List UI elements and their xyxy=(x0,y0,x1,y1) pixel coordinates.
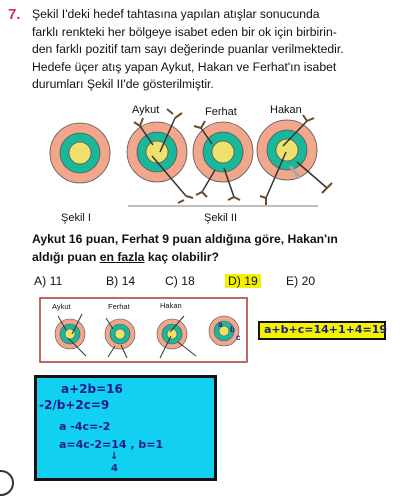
option-b[interactable]: B) 14 xyxy=(106,274,136,288)
answer-equation-box xyxy=(258,321,386,340)
solution-line-1: a+2b=16 xyxy=(61,382,123,396)
solution-line-3: a -4c=-2 xyxy=(59,420,111,433)
question-number: 7. xyxy=(8,6,21,23)
target-hakan xyxy=(257,120,327,198)
target-ferhat xyxy=(193,122,253,197)
answer-equation: a+b+c=14+1+4=19 xyxy=(264,323,388,336)
solution-work-box xyxy=(34,375,217,481)
mini-target-aykut xyxy=(55,314,86,356)
mini-target-hakan xyxy=(157,316,196,358)
solution-arrow: ↓ xyxy=(110,451,119,462)
option-e[interactable]: E) 20 xyxy=(286,274,316,288)
label-aykut: Aykut xyxy=(132,104,160,116)
mini-label-aykut: Aykut xyxy=(52,302,71,311)
prompt-line-1: Aykut 16 puan, Ferhat 9 puan aldığına göre, Hakan'ın xyxy=(32,232,338,246)
option-c[interactable]: C) 18 xyxy=(165,274,195,288)
option-a[interactable]: A) 11 xyxy=(34,274,63,288)
option-d[interactable]: D) 19 xyxy=(225,274,261,288)
question-prompt xyxy=(32,231,404,266)
question-line: farklı renkteki her bölgeye isabet eden bir ok için birbirin- xyxy=(32,24,337,39)
prompt-line-2: aldığı puan en fazla kaç olabilir? xyxy=(32,249,219,264)
solution-line-2: -2/b+2c=9 xyxy=(39,398,110,412)
solution-line-4: a=4c-2=14 , b=1 xyxy=(59,438,164,451)
target-sekil-1 xyxy=(50,123,110,183)
question-line: durumları Şekil II'de gösterilmiştir. xyxy=(32,77,214,92)
label-ferhat: Ferhat xyxy=(205,106,237,118)
mini-label-ferhat: Ferhat xyxy=(108,302,130,311)
caption-sekil-1: Şekil I xyxy=(61,212,91,224)
label-hakan: Hakan xyxy=(270,104,302,116)
target-aykut xyxy=(127,118,187,196)
caption-sekil-2: Şekil II xyxy=(204,212,238,224)
mini-letter-b: b xyxy=(230,325,235,334)
mini-letter-c: c xyxy=(236,333,241,342)
mini-letter-a: a xyxy=(218,320,223,329)
question-line: Hedefe üçer atış yapan Aykut, Hakan ve Ferhat'ın isabet xyxy=(32,59,337,74)
mini-label-hakan: Hakan xyxy=(160,301,182,310)
mini-target-ferhat xyxy=(105,318,135,358)
solution-line-5: 4 xyxy=(111,463,118,474)
question-line: den farklı pozitif tam sayı değerinde puanlar verilmektedir. xyxy=(32,42,344,57)
question-line: Şekil I'deki hedef tahtasına yapılan atışlar sonucunda xyxy=(32,7,320,21)
